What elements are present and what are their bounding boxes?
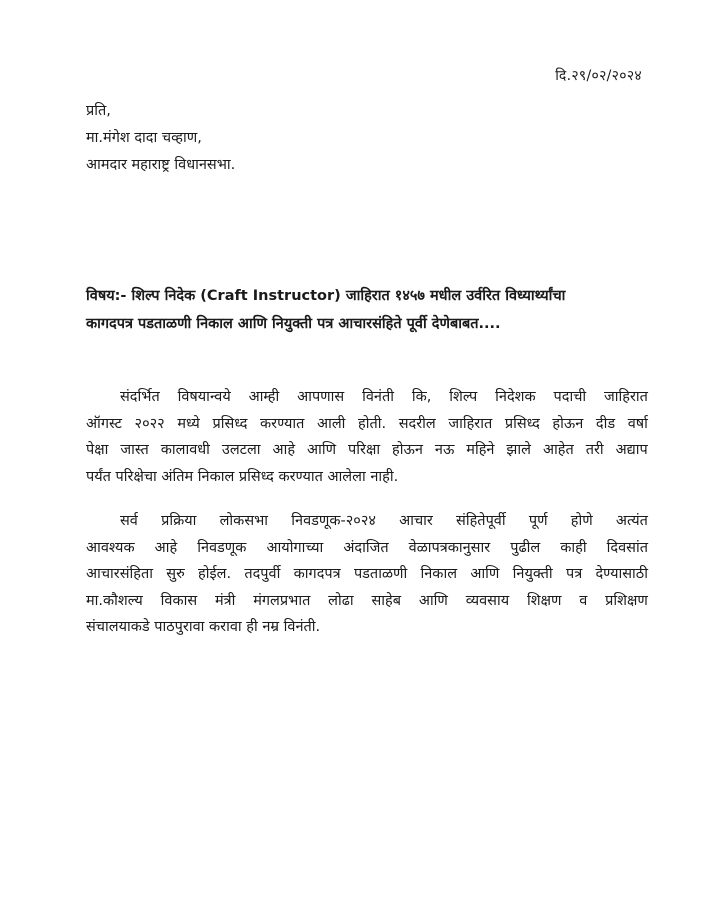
word: नऊ xyxy=(434,442,455,458)
word: वर्षा xyxy=(627,415,648,432)
word: शिक्षण xyxy=(526,592,562,609)
paragraph-line xyxy=(86,508,648,535)
word: आहेत xyxy=(542,442,574,458)
word: होऊन xyxy=(392,442,423,458)
paragraph-line xyxy=(86,411,648,438)
word: पूर्ण xyxy=(528,513,548,529)
word: प्रक्रिया xyxy=(161,513,197,529)
word: आली xyxy=(317,415,346,432)
word: जाहिरात xyxy=(604,389,648,405)
word: होईल. xyxy=(198,566,232,582)
word: निदेशक xyxy=(495,389,536,405)
word: निकाल xyxy=(420,566,458,582)
word: मंगलप्रभात xyxy=(253,592,311,609)
word: दीड xyxy=(595,415,616,432)
word: महिने xyxy=(466,442,495,458)
paragraph-line: पर्यंत परिक्षेचा अंतिम निकाल प्रसिध्द करण्यात आलेला नाही. xyxy=(86,468,399,485)
word: पडताळणी xyxy=(353,566,408,582)
word: विकास xyxy=(160,592,198,609)
word: पत्र xyxy=(565,566,583,582)
word: वेळापत्रकानुसार xyxy=(408,539,491,556)
word: झाले xyxy=(506,442,531,458)
word: संदर्भित xyxy=(120,389,160,405)
word: उलटला xyxy=(221,442,261,458)
word: २०२२ xyxy=(134,415,165,432)
word: काही xyxy=(560,539,587,556)
word: शिल्प xyxy=(449,389,478,405)
word: कालावधी xyxy=(160,442,210,458)
word: होती. xyxy=(358,415,387,432)
word: परिक्षा xyxy=(348,442,381,458)
word: सदरील xyxy=(398,415,436,432)
word: मध्ये xyxy=(177,415,200,432)
body-paragraph-2 xyxy=(86,508,648,641)
word: कि, xyxy=(411,389,432,405)
word: लोकसभा xyxy=(219,513,269,529)
word: तरी xyxy=(585,442,604,458)
word: अत्यंत xyxy=(615,513,648,529)
word: प्रसिध्द xyxy=(212,415,248,432)
word: होऊन xyxy=(552,415,584,432)
recipient-designation: आमदार महाराष्ट्र विधानसभा. xyxy=(86,157,236,173)
word: सुरु xyxy=(166,566,185,582)
word: कागदपत्र xyxy=(293,566,341,582)
word: प्रसिध्द xyxy=(504,415,540,432)
word: पुढील xyxy=(510,539,541,556)
word: नियुक्ती xyxy=(512,566,553,582)
word: आवश्यक xyxy=(86,539,135,556)
word: आणि xyxy=(418,592,448,609)
word: तदपुर्वी xyxy=(244,566,281,582)
word: पदाची xyxy=(553,389,587,405)
word: दिवसांत xyxy=(606,539,648,556)
paragraph-line xyxy=(86,437,648,464)
word: व्यवसाय xyxy=(465,592,510,609)
word: अद्याप xyxy=(615,442,648,458)
word: निवडणूक xyxy=(197,539,247,556)
subject-line: कागदपत्र पडताळणी निकाल आणि नियुक्ती पत्र आचारसंहिते पूर्वी देणेबाबत.... xyxy=(86,316,501,332)
recipient-salutation: प्रति, xyxy=(86,103,111,119)
word: आम्ही xyxy=(248,389,280,405)
word: प्रशिक्षण xyxy=(605,592,648,609)
word: आणि xyxy=(307,442,337,458)
letter-date: दि.२९/०२/२०२४ xyxy=(555,68,642,84)
subject-line: विषय:- शिल्प निदेक (Craft Instructor) जाहिरात १४५७ मधील उर्वरित विध्यार्थ्यांचा xyxy=(86,288,566,304)
word: आपणास xyxy=(297,389,345,405)
word: आहे xyxy=(154,539,178,556)
word: आचार xyxy=(399,513,433,529)
paragraph-line xyxy=(86,384,648,411)
paragraph-line xyxy=(86,535,648,562)
word: सर्व xyxy=(120,513,138,529)
word: ऑगस्ट xyxy=(86,415,122,432)
paragraph-line xyxy=(86,561,648,588)
recipient-block xyxy=(86,98,235,179)
paragraph-line xyxy=(86,588,648,615)
word: पेक्षा xyxy=(86,442,109,458)
word: अंदाजित xyxy=(343,539,389,556)
word: जास्त xyxy=(120,442,149,458)
word: लोढा xyxy=(328,592,354,609)
word: मंत्री xyxy=(214,592,236,609)
word: आयोगाच्या xyxy=(266,539,324,556)
word: विषयान्वये xyxy=(177,389,231,405)
word: होणे xyxy=(570,513,593,529)
word: आहे xyxy=(272,442,296,458)
word: साहेब xyxy=(371,592,402,609)
subject-block xyxy=(86,282,646,338)
recipient-name: मा.मंगेश दादा चव्हाण, xyxy=(86,130,202,146)
word: निवडणूक-२०२४ xyxy=(291,513,376,529)
word: करण्यात xyxy=(260,415,305,432)
word: देण्यासाठी xyxy=(595,566,648,582)
body-paragraph-1 xyxy=(86,384,648,490)
word: मा.कौशल्य xyxy=(86,592,143,609)
word: जाहिरात xyxy=(448,415,493,432)
word: विनंती xyxy=(362,389,394,405)
word: संहितेपूर्वी xyxy=(456,513,506,529)
word: आचारसंहिता xyxy=(86,566,153,582)
word: व xyxy=(579,592,588,609)
paragraph-line: संचालयाकडे पाठपुरावा करावा ही नम्र विनंती. xyxy=(86,619,321,635)
word: आणि xyxy=(470,566,500,582)
